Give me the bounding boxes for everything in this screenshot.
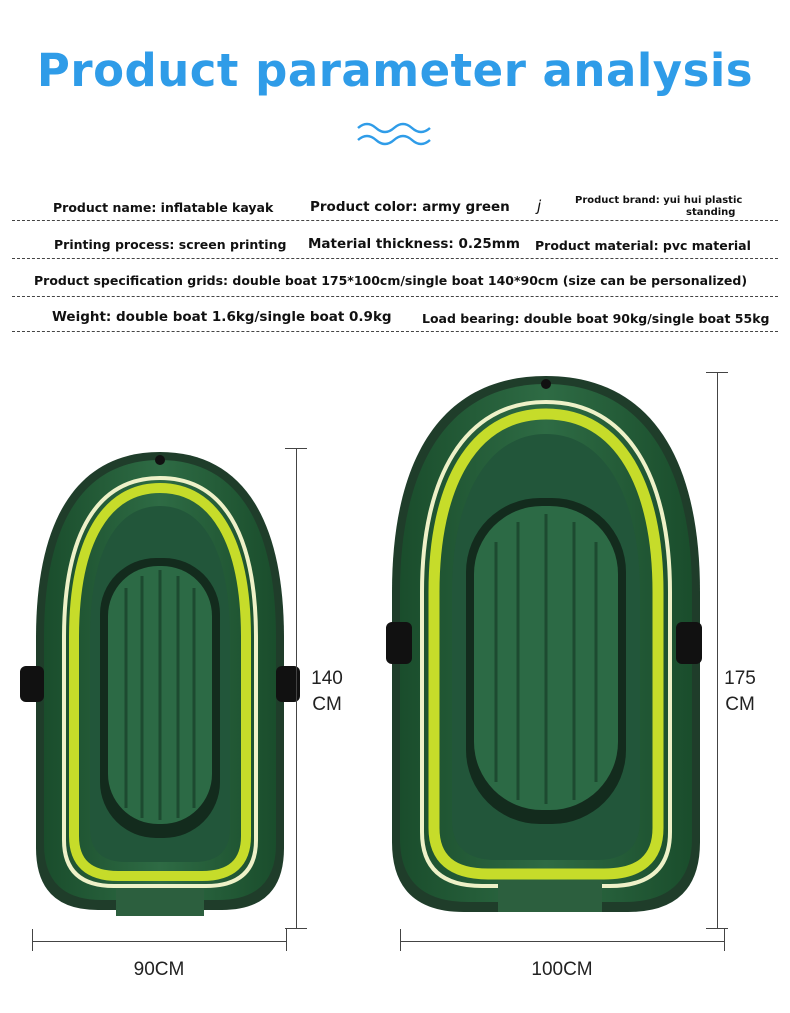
brand-mark: j	[537, 197, 542, 215]
weight: Weight: double boat 1.6kg/single boat 0.9kg	[52, 309, 392, 325]
double-boat-height-label: 175 CM	[724, 668, 756, 715]
width-dimension-line	[400, 941, 724, 942]
divider	[12, 258, 778, 259]
printing-process: Printing process: screen printing	[54, 237, 287, 252]
material-thickness: Material thickness: 0.25mm	[308, 236, 520, 252]
dimension-tick	[286, 929, 287, 951]
divider	[12, 331, 778, 332]
double-boat-image	[378, 372, 708, 920]
dimension-tick	[285, 928, 307, 929]
page-title: Product parameter analysis	[36, 44, 754, 97]
dimension-tick	[32, 929, 33, 951]
dimension-tick	[400, 929, 401, 951]
product-specification: Product specification grids: double boat 175*100cm/single boat 140*90cm (size can be personalized)	[34, 273, 748, 288]
product-name: Product name: inflatable kayak	[53, 200, 274, 215]
single-boat-image	[18, 448, 302, 918]
width-dimension-line	[32, 941, 286, 942]
product-color: Product color: army green	[310, 199, 510, 215]
height-dimension-line	[296, 448, 297, 928]
single-boat-height-label: 140 CM	[311, 668, 343, 715]
height-dimension-line	[717, 372, 718, 928]
divider	[12, 220, 778, 221]
dimension-tick	[724, 929, 725, 951]
wave-icon	[356, 118, 436, 148]
double-boat-width-label: 100CM	[531, 959, 593, 980]
single-boat-width-label: 90CM	[133, 959, 185, 980]
product-brand: Product brand: yui hui plastic	[575, 195, 743, 206]
product-material: Product material: pvc material	[535, 238, 751, 253]
load-bearing: Load bearing: double boat 90kg/single boat 55kg	[422, 311, 770, 326]
divider	[12, 296, 778, 297]
product-brand-line2: standing	[686, 207, 736, 218]
